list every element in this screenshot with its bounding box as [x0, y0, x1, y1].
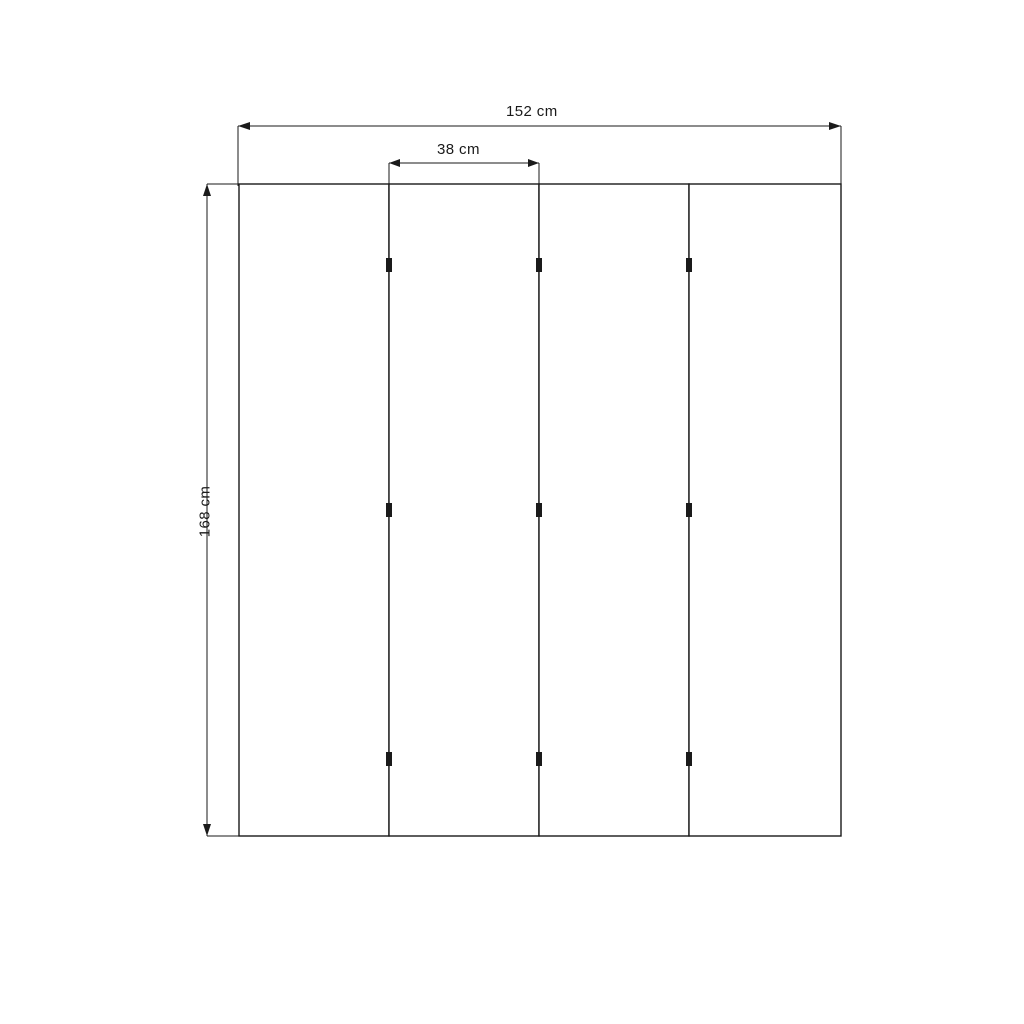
hinge-icon	[686, 503, 692, 517]
hinge-icon	[536, 752, 542, 766]
hinge-icon	[386, 503, 392, 517]
panel-4	[689, 184, 841, 836]
panel-3	[539, 184, 689, 836]
hinge-icon	[386, 752, 392, 766]
hinge-icon	[686, 258, 692, 272]
panel-width-dimension	[389, 159, 539, 186]
hinge-icon	[386, 258, 392, 272]
height-label: 168 cm	[196, 485, 214, 538]
hinge-icon	[686, 752, 692, 766]
panel-1	[239, 184, 389, 836]
total-width-label: 152 cm	[506, 103, 558, 120]
panel-2	[389, 184, 539, 836]
hinge-icon	[536, 503, 542, 517]
panel-width-label: 38 cm	[437, 141, 480, 158]
hinge-icon	[536, 258, 542, 272]
